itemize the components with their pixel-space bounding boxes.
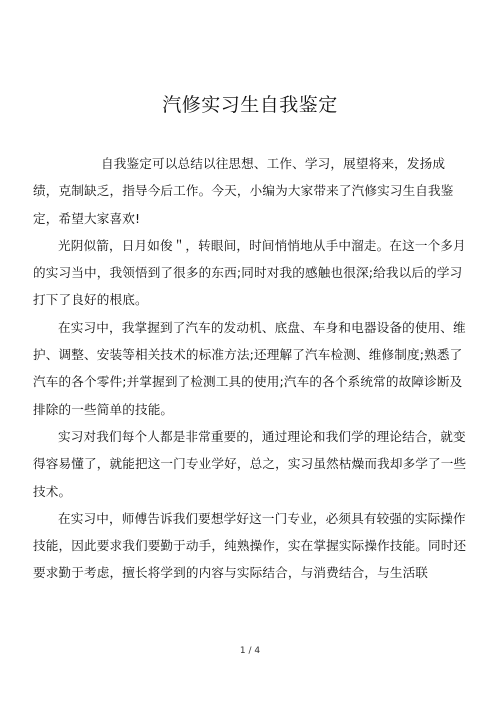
paragraph-time-flies: 光阴似箭，日月如俊＂，转眼间，时间悄悄地从手中溜走。在这一个多月的实习当中，我领悟到了很多的东西;同时对我的感触也很深;给我以后的学习打下了良好的根底。 — [33, 237, 466, 308]
document-body — [33, 150, 469, 587]
paragraph-skills-learned: 在实习中，我掌握到了汽车的发动机、底盘、车身和电器设备的使用、维护、调整、安装等相关技术的标准方法;还理解了汽车检测、维修制度;熟悉了汽车的各个零件;并掌握到了检测工具的使用;汽车的各个系统常的故障诊断及排除的一些简单的技能。 — [33, 319, 466, 417]
paragraph-intro: 自我鉴定可以总结以往思想、工作、学习，展望将来，发扬成绩，克制缺乏，指导今后工作。今天，小编为大家带来了汽修实习生自我鉴定，希望大家喜欢! — [33, 156, 454, 226]
paragraph-importance: 实习对我们每个人都是非常重要的，通过理论和我们学的理论结合，就变得容易懂了，就能把这一门专业学好，总之，实习虽然枯燥而我却多学了一些技术。 — [33, 428, 467, 499]
page-indicator: 1 / 4 — [239, 646, 261, 656]
paragraph-mentor-advice: 在实习中，师傅告诉我们要想学好这一门专业，必须具有较强的实际操作技能，因此要求我们要勤于动手，纯熟操作，实在掌握实际操作技能。同时还要求勤于考虑，擅长将学到的内容与实际结合，与消费结合，与生活联 — [33, 510, 467, 581]
document-title: 汽修实习生自我鉴定 — [162, 94, 338, 116]
